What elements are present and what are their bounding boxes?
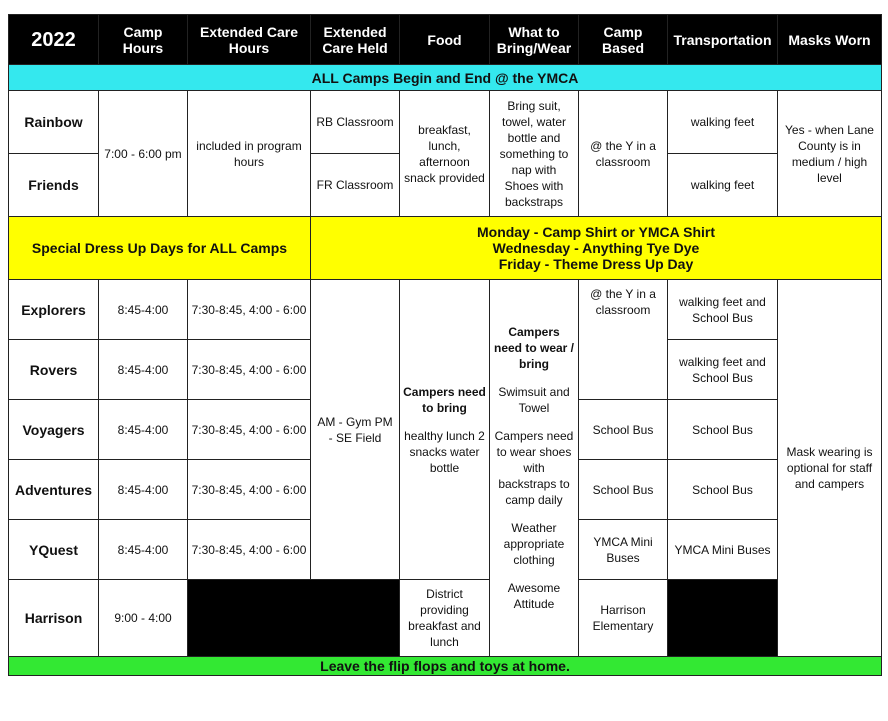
bring-shoes: Campers need to wear shoes with backstraps to camp daily <box>494 429 574 507</box>
harrison-extended-blank <box>188 580 400 657</box>
explorers-row <box>9 280 882 340</box>
extended-care-hours-header: Extended Care Hours <box>188 15 311 65</box>
harrison-row <box>9 580 882 657</box>
voyagers-transport: School Bus <box>668 400 778 460</box>
voyagers-extended: 7:30-8:45, 4:00 - 6:00 <box>188 400 311 460</box>
harrison-based: Harrison Elementary <box>579 580 668 657</box>
camp-name-rainbow: Rainbow <box>9 91 99 154</box>
rovers-hours: 8:45-4:00 <box>99 340 188 400</box>
camp-name-friends: Friends <box>9 154 99 217</box>
food-items: healthy lunch 2 snacks water bottle <box>404 428 485 475</box>
what-to-bring-header: What to Bring/Wear <box>490 15 579 65</box>
header-row <box>9 15 882 65</box>
group1-based: @ the Y in a classroom <box>579 91 668 217</box>
camp-name-yquest: YQuest <box>9 520 99 580</box>
yquest-hours: 8:45-4:00 <box>99 520 188 580</box>
footer-note: Leave the flip flops and toys at home. <box>9 657 882 676</box>
bring-clothing: Weather appropriate clothing <box>503 521 565 567</box>
footer-row <box>9 657 882 676</box>
group1-camp-hours: 7:00 - 6:00 pm <box>99 91 188 217</box>
adventures-based: School Bus <box>579 460 668 520</box>
dress-up-label: Special Dress Up Days for ALL Camps <box>9 217 311 280</box>
voyagers-based: School Bus <box>579 400 668 460</box>
camp-hours-header: Camp Hours <box>99 15 188 65</box>
harrison-hours: 9:00 - 4:00 <box>99 580 188 657</box>
harrison-food: District providing breakfast and lunch <box>400 580 490 657</box>
dress-up-days <box>311 217 882 280</box>
food-header: Food <box>400 15 490 65</box>
food-title: Campers need to bring <box>403 384 486 415</box>
voyagers-hours: 8:45-4:00 <box>99 400 188 460</box>
rainbow-held: RB Classroom <box>311 91 400 154</box>
dress-friday: Friday - Theme Dress Up Day <box>498 256 694 272</box>
adventures-extended: 7:30-8:45, 4:00 - 6:00 <box>188 460 311 520</box>
yquest-transport: YMCA Mini Buses <box>668 520 778 580</box>
group2-bring <box>490 280 579 657</box>
camp-name-explorers: Explorers <box>9 280 99 340</box>
group2-food <box>400 280 490 580</box>
explorers-extended: 7:30-8:45, 4:00 - 6:00 <box>188 280 311 340</box>
group2-masks: Mask wearing is optional for staff and campers <box>778 280 882 657</box>
camp-name-adventures: Adventures <box>9 460 99 520</box>
banner-row <box>9 65 882 91</box>
explorers-hours: 8:45-4:00 <box>99 280 188 340</box>
camp-schedule-table <box>8 14 882 676</box>
group1-masks: Yes - when Lane County is in medium / high level <box>778 91 882 217</box>
year-header: 2022 <box>9 15 99 65</box>
adventures-transport: School Bus <box>668 460 778 520</box>
friends-transport: walking feet <box>668 154 778 217</box>
dress-row <box>9 217 882 280</box>
camp-based-header: Camp Based <box>579 15 668 65</box>
masks-worn-header: Masks Worn <box>778 15 882 65</box>
rainbow-transport: walking feet <box>668 91 778 154</box>
camp-name-voyagers: Voyagers <box>9 400 99 460</box>
friends-held: FR Classroom <box>311 154 400 217</box>
harrison-transport-blank <box>668 580 778 657</box>
rainbow-row <box>9 91 882 154</box>
bring-title: Campers need to wear / bring <box>493 325 575 371</box>
rovers-extended: 7:30-8:45, 4:00 - 6:00 <box>188 340 311 400</box>
group1-food: breakfast, lunch, afternoon snack provided <box>400 91 490 217</box>
transportation-header: Transportation <box>668 15 778 65</box>
camp-name-harrison: Harrison <box>9 580 99 657</box>
banner-top: ALL Camps Begin and End @ the YMCA <box>9 65 882 91</box>
dress-monday: Monday - Camp Shirt or YMCA Shirt <box>476 224 715 240</box>
rovers-transport: walking feet and School Bus <box>668 340 778 400</box>
camp-name-rovers: Rovers <box>9 340 99 400</box>
yquest-based: YMCA Mini Buses <box>579 520 668 580</box>
extended-care-held-header: Extended Care Held <box>311 15 400 65</box>
group2-based-y: @ the Y in a classroom <box>579 280 668 400</box>
explorers-transport: walking feet and School Bus <box>668 280 778 340</box>
group1-bring: Bring suit, towel, water bottle and something to nap with Shoes with backstraps <box>490 91 579 217</box>
group2-held: AM - Gym PM - SE Field <box>311 280 400 580</box>
bring-attitude: Awesome Attitude <box>507 581 561 611</box>
dress-wednesday: Wednesday - Anything Tye Dye <box>492 240 700 256</box>
group1-extended-hours: included in program hours <box>188 91 311 217</box>
yquest-extended: 7:30-8:45, 4:00 - 6:00 <box>188 520 311 580</box>
bring-swimsuit: Swimsuit and Towel <box>498 385 570 415</box>
adventures-hours: 8:45-4:00 <box>99 460 188 520</box>
